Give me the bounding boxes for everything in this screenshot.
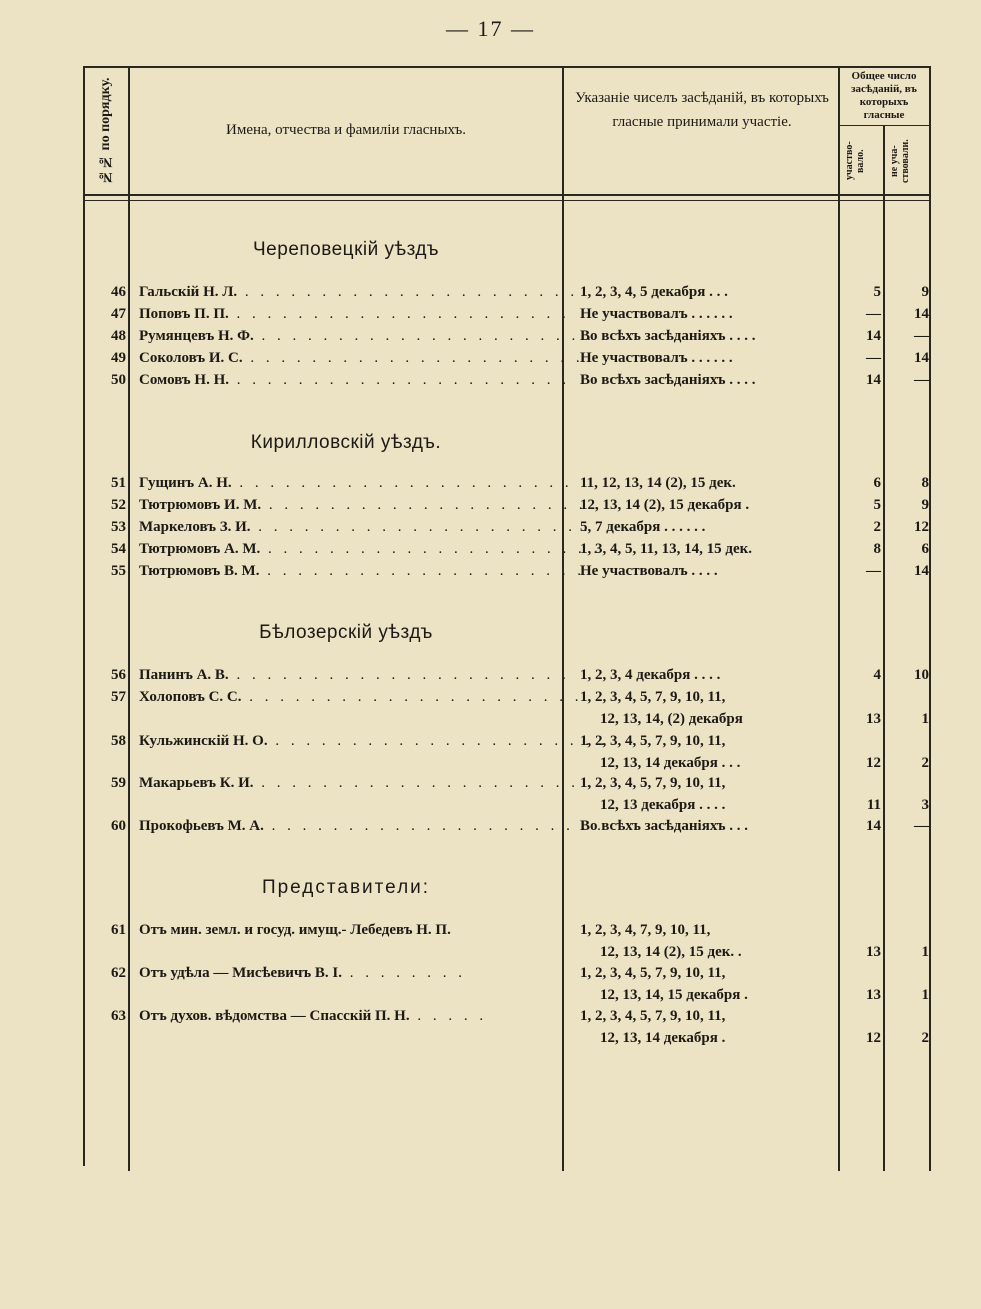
row-number: 60 xyxy=(111,818,126,834)
table-top-rule xyxy=(83,66,929,68)
row-absent: 9 xyxy=(921,284,929,300)
row-absent: 14 xyxy=(914,306,929,322)
row-participated: 12 xyxy=(866,1030,881,1046)
row-absent: 14 xyxy=(914,563,929,579)
row-participated: 14 xyxy=(866,372,881,388)
row-absent: 1 xyxy=(921,987,929,1003)
row-absent: 1 xyxy=(921,711,929,727)
row-absent: 2 xyxy=(921,1030,929,1046)
row-dates: 1, 2, 3, 4, 5, 7, 9, 10, 11, xyxy=(580,689,726,705)
table-row: 50 Сомовъ Н. Н. . . . . . . . . . . . . . . . . . . . . . . Во всѣхъ засѣданіяхъ . . . . 14 — xyxy=(83,372,929,394)
header-absent: не уча-ствовали. xyxy=(889,139,911,183)
header-names: Имена, отчества и фамиліи гласныхъ. xyxy=(226,122,466,138)
row-number: 59 xyxy=(111,775,126,791)
row-participated: 12 xyxy=(866,755,881,771)
row-participated: 13 xyxy=(866,987,881,1003)
row-participated: 14 xyxy=(866,818,881,834)
table-row: 53 Маркеловъ З. И. . . . . . . . . . . . . . . . . . . . . . . 5, 7 декабря . . . . . . 2 12 xyxy=(83,519,929,541)
row-participated: 8 xyxy=(873,541,881,557)
section-title: Бѣлозерскій уѣздъ xyxy=(259,622,433,643)
row-number: 62 xyxy=(111,965,126,981)
section-title: Череповецкій уѣздъ xyxy=(253,239,439,260)
row-dates: 1, 2, 3, 4, 7, 9, 10, 11, xyxy=(580,922,711,938)
row-dates: Во всѣхъ засѣданіяхъ . . . . xyxy=(580,328,756,344)
row-name: Отъ мин. земл. и госуд. имущ.- Лебедевъ Н. П. xyxy=(139,922,451,938)
row-dates-continued: 12, 13, 14 декабря . . . xyxy=(600,755,741,771)
table-row: 47 Поповъ П. П. . . . . . . . . . . . . . . . . . . . . . . Не участвовалъ . . . . . . — 14 xyxy=(83,306,929,328)
row-absent: — xyxy=(914,818,929,834)
row-participated: 5 xyxy=(873,497,881,513)
row-absent: 8 xyxy=(921,475,929,491)
row-name: Прокофьевъ М. А. xyxy=(139,818,264,834)
row-participated: 5 xyxy=(873,284,881,300)
row-participated: 6 xyxy=(873,475,881,491)
row-name: Тютрюмовъ И. М. xyxy=(139,497,262,513)
row-number: 51 xyxy=(111,475,126,491)
row-number: 53 xyxy=(111,519,126,535)
row-participated: 2 xyxy=(873,519,881,535)
row-absent: 10 xyxy=(914,667,929,683)
row-number: 47 xyxy=(111,306,126,322)
row-participated: 11 xyxy=(866,797,881,813)
row-name: Панинъ А. В. xyxy=(139,667,229,683)
row-absent: 14 xyxy=(914,350,929,366)
row-name: Тютрюмовъ В. М. xyxy=(139,563,260,579)
row-dates-continued: 12, 13, 14, 15 декабря . xyxy=(600,987,748,1003)
table-row: 59 Макарьевъ К. И. . . . . . . . . . . . . . . . . . . . . . . 1, 2, 3, 4, 5, 7, 9, 10, 11, 12, 13 декабря . . . . 11 3 xyxy=(83,775,929,819)
table-row: 48 Румянцевъ Н. Ф. . . . . . . . . . . . . . . . . . . . . . . Во всѣхъ засѣданіяхъ . . . . 14 — xyxy=(83,328,929,350)
row-absent: 1 xyxy=(921,944,929,960)
row-dates-continued: 12, 13, 14 декабря . xyxy=(600,1030,726,1046)
table-row: 46 Гальскій Н. Л. . . . . . . . . . . . . . . . . . . . . . . 1, 2, 3, 4, 5 декабря . . . 5 9 xyxy=(83,284,929,306)
row-absent: — xyxy=(914,372,929,388)
row-dates-continued: 12, 13 декабря . . . . xyxy=(600,797,726,813)
row-absent: 6 xyxy=(921,541,929,557)
row-number: 50 xyxy=(111,372,126,388)
row-number: 46 xyxy=(111,284,126,300)
row-dates: 1, 2, 3, 4 декабря . . . . xyxy=(580,667,721,683)
row-name: Макарьевъ К. И. xyxy=(139,775,254,791)
row-name: Поповъ П. П. xyxy=(139,306,229,322)
row-name: Отъ духов. вѣдомства — Спасскій П. Н. xyxy=(139,1008,410,1024)
row-absent: 12 xyxy=(914,519,929,535)
table-row: 55 Тютрюмовъ В. М. . . . . . . . . . . . . . . . . . . . . . . Не участвовалъ . . . . — 14 xyxy=(83,563,929,585)
row-participated: — xyxy=(866,306,881,322)
row-participated: 13 xyxy=(866,711,881,727)
row-absent: 3 xyxy=(921,797,929,813)
row-dates: 5, 7 декабря . . . . . . xyxy=(580,519,706,535)
row-number: 49 xyxy=(111,350,126,366)
row-name: Тютрюмовъ А. М. xyxy=(139,541,261,557)
row-dates: 1, 2, 3, 4, 5, 7, 9, 10, 11, xyxy=(580,733,726,749)
row-name: Сомовъ Н. Н. xyxy=(139,372,229,388)
header-total: Общее число засѣданій, въ которыхъ гласные xyxy=(851,70,917,121)
header-bottom-rule-2 xyxy=(83,200,929,201)
row-number: 58 xyxy=(111,733,126,749)
row-number: 48 xyxy=(111,328,126,344)
table-right-border xyxy=(929,66,931,1171)
table-row: 49 Соколовъ И. С. . . . . . . . . . . . . . . . . . . . . . . Не участвовалъ . . . . . . — 14 xyxy=(83,350,929,372)
table-row: 63 Отъ духов. вѣдомства — Спасскій П. Н. . . . . . 1, 2, 3, 4, 5, 7, 9, 10, 11, 12, 13, 14 декабря . 12 2 xyxy=(83,1008,929,1052)
row-number: 55 xyxy=(111,563,126,579)
row-participated: 13 xyxy=(866,944,881,960)
row-dates-continued: 12, 13, 14 (2), 15 дек. . xyxy=(600,944,742,960)
row-name: Кульжинскій Н. О. xyxy=(139,733,268,749)
table-row: 58 Кульжинскій Н. О. . . . . . . . . . . . . . . . . . . . . . . 1, 2, 3, 4, 5, 7, 9, 10, 11, 12, 13, 14 декабря . . . 12 2 xyxy=(83,733,929,777)
table-row xyxy=(83,922,929,966)
row-dates: 1, 2, 3, 4, 5, 7, 9, 10, 11, xyxy=(580,775,726,791)
section-title: Представители: xyxy=(261,877,431,898)
row-name: Гальскій Н. Л. xyxy=(139,284,238,300)
table-row: 60 Прокофьевъ М. А. . . . . . . . . . . . . . . . . . . . . . . Во всѣхъ засѣданіяхъ . . . 14 — xyxy=(83,818,929,840)
row-dates: 11, 12, 13, 14 (2), 15 дек. xyxy=(580,475,736,491)
page-number: — 17 — xyxy=(446,16,535,41)
header-participated: участво-вало. xyxy=(844,141,866,181)
row-number: 56 xyxy=(111,667,126,683)
row-dates: 1, 2, 3, 4, 5, 7, 9, 10, 11, xyxy=(580,965,726,981)
row-number: 57 xyxy=(111,689,126,705)
row-dates: 1, 2, 3, 4, 5 декабря . . . xyxy=(580,284,728,300)
row-name: Соколовъ И. С. xyxy=(139,350,243,366)
row-participated: 14 xyxy=(866,328,881,344)
row-name: Маркеловъ З. И. xyxy=(139,519,251,535)
row-absent: — xyxy=(914,328,929,344)
row-dates: Не участвовалъ . . . . xyxy=(580,563,718,579)
row-dates: Не участвовалъ . . . . . . xyxy=(580,350,733,366)
row-participated: 4 xyxy=(873,667,881,683)
section-title: Кирилловскій уѣздъ. xyxy=(250,432,442,453)
row-dates: Во всѣхъ засѣданіяхъ . . . xyxy=(580,818,748,834)
row-name: Румянцевъ Н. Ф. xyxy=(139,328,254,344)
row-dates: 1, 3, 4, 5, 11, 13, 14, 15 дек. xyxy=(580,541,753,557)
row-number: 61 xyxy=(111,922,126,938)
header-number: №№ по порядку. xyxy=(98,77,113,185)
header-dates: Указаніе чиселъ засѣданій, въ которыхъ гласные принимали участіе. xyxy=(575,90,829,130)
row-dates: Не участвовалъ . . . . . . xyxy=(580,306,733,322)
header-bottom-rule xyxy=(83,194,929,196)
row-participated: — xyxy=(866,563,881,579)
table-row: 56 Панинъ А. В. . . . . . . . . . . . . . . . . . . . . . . 1, 2, 3, 4 декабря . . . . 4 10 xyxy=(83,667,929,689)
row-dates-continued: 12, 13, 14, (2) декабря xyxy=(600,711,743,727)
row-name: Холоповъ С. С. xyxy=(139,689,242,705)
table-row: 54 Тютрюмовъ А. М. . . . . . . . . . . . . . . . . . . . . . . 1, 3, 4, 5, 11, 13, 14, 15 дек. 8 6 xyxy=(83,541,929,563)
row-number: 63 xyxy=(111,1008,126,1024)
row-name: Отъ удѣла — Мисѣевичъ В. І. xyxy=(139,965,342,981)
row-number: 52 xyxy=(111,497,126,513)
row-absent: 2 xyxy=(921,755,929,771)
table-row: 52 Тютрюмовъ И. М. . . . . . . . . . . . . . . . . . . . . . . 12, 13, 14 (2), 15 декабря . 5 9 xyxy=(83,497,929,519)
row-number: 54 xyxy=(111,541,126,557)
table-row: 62 Отъ удѣла — Мисѣевичъ В. І. . . . . . . . . 1, 2, 3, 4, 5, 7, 9, 10, 11, 12, 13, 14, 15 декабря . 13 1 xyxy=(83,965,929,1009)
row-dates: 12, 13, 14 (2), 15 декабря . xyxy=(580,497,750,513)
table-row: 57 Холоповъ С. С. . . . . . . . . . . . . . . . . . . . . . . 1, 2, 3, 4, 5, 7, 9, 10, 11, 12, 13, 14, (2) декабря 13 1 xyxy=(83,689,929,733)
row-dates: Во всѣхъ засѣданіяхъ . . . . xyxy=(580,372,756,388)
row-dates: 1, 2, 3, 4, 5, 7, 9, 10, 11, xyxy=(580,1008,726,1024)
row-participated: — xyxy=(866,350,881,366)
table-row: 51 Гущинъ А. Н. . . . . . . . . . . . . . . . . . . . . . . 11, 12, 13, 14 (2), 15 дек. 6 8 xyxy=(83,475,929,497)
row-absent: 9 xyxy=(921,497,929,513)
row-name: Гущинъ А. Н. xyxy=(139,475,232,491)
